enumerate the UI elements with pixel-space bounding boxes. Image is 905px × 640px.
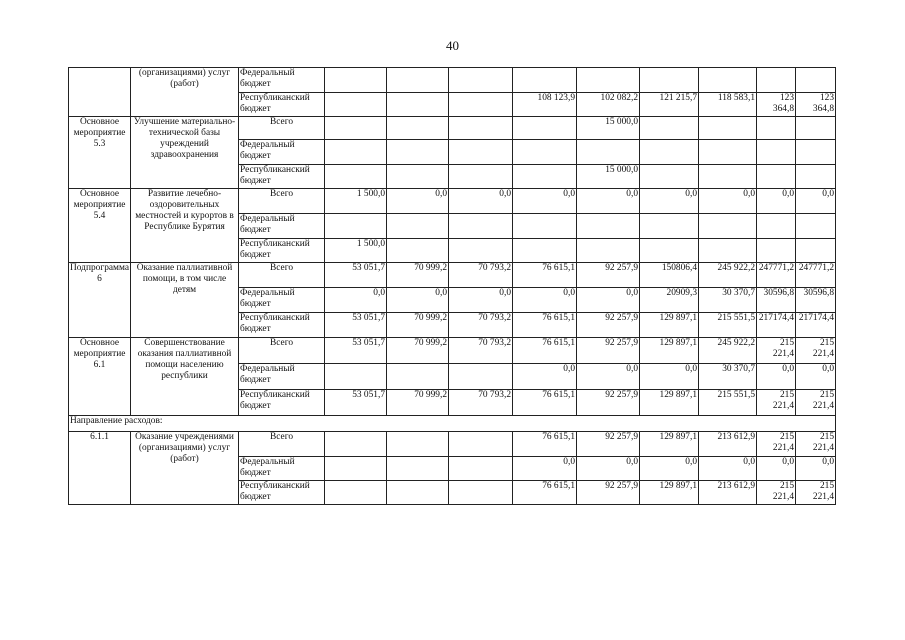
value-cell — [796, 214, 836, 239]
value-cell — [325, 214, 387, 239]
funding-source: Федеральный бюджет — [239, 364, 325, 390]
value-cell: 0,0 — [513, 457, 577, 481]
row-name: Совершенствование оказания паллиативной помощи населению республики — [131, 338, 239, 416]
value-cell: 70 793,2 — [449, 313, 513, 338]
value-cell: 0,0 — [699, 457, 757, 481]
value-cell — [325, 68, 387, 93]
value-cell: 1 500,0 — [325, 239, 387, 263]
value-cell — [757, 117, 796, 140]
value-cell: 215 221,4 — [796, 481, 836, 505]
value-cell: 76 615,1 — [513, 263, 577, 288]
value-cell — [699, 68, 757, 93]
value-cell: 108 123,9 — [513, 93, 577, 117]
value-cell: 70 999,2 — [387, 313, 449, 338]
value-cell — [449, 481, 513, 505]
value-cell — [449, 117, 513, 140]
value-cell — [387, 364, 449, 390]
value-cell — [387, 239, 449, 263]
value-cell: 92 257,9 — [577, 432, 640, 457]
value-cell — [640, 117, 699, 140]
value-cell — [449, 68, 513, 93]
value-cell — [513, 214, 577, 239]
value-cell — [387, 214, 449, 239]
value-cell: 0,0 — [387, 288, 449, 313]
value-cell: 0,0 — [796, 189, 836, 214]
funding-source: Федеральный бюджет — [239, 214, 325, 239]
funding-source: Всего — [239, 338, 325, 364]
row-name: Улучшение материально-технической базы учреждений здравоохранения — [131, 117, 239, 189]
value-cell: 0,0 — [513, 189, 577, 214]
value-cell — [387, 117, 449, 140]
value-cell: 0,0 — [757, 457, 796, 481]
table-row — [69, 263, 836, 288]
value-cell: 20909,3 — [640, 288, 699, 313]
value-cell — [699, 214, 757, 239]
value-cell — [387, 68, 449, 93]
value-cell — [757, 239, 796, 263]
value-cell: 92 257,9 — [577, 313, 640, 338]
value-cell — [577, 140, 640, 165]
value-cell: 70 793,2 — [449, 263, 513, 288]
funding-source: Федеральный бюджет — [239, 288, 325, 313]
value-cell — [699, 165, 757, 189]
value-cell — [449, 140, 513, 165]
value-cell: 92 257,9 — [577, 263, 640, 288]
value-cell: 76 615,1 — [513, 432, 577, 457]
value-cell — [325, 364, 387, 390]
value-cell: 0,0 — [757, 364, 796, 390]
value-cell — [513, 165, 577, 189]
row-code: 6.1.1 — [69, 432, 131, 505]
value-cell — [513, 140, 577, 165]
value-cell: 70 999,2 — [387, 263, 449, 288]
value-cell — [387, 165, 449, 189]
value-cell — [325, 481, 387, 505]
value-cell: 129 897,1 — [640, 481, 699, 505]
value-cell: 53 051,7 — [325, 263, 387, 288]
value-cell — [513, 239, 577, 263]
value-cell — [757, 165, 796, 189]
funding-source: Всего — [239, 263, 325, 288]
table-row — [69, 68, 836, 93]
value-cell: 129 897,1 — [640, 313, 699, 338]
value-cell: 217174,4 — [796, 313, 836, 338]
value-cell: 70 999,2 — [387, 338, 449, 364]
value-cell: 0,0 — [577, 457, 640, 481]
value-cell: 30596,8 — [796, 288, 836, 313]
value-cell: 0,0 — [577, 364, 640, 390]
row-name: (организациями) услуг (работ) — [131, 68, 239, 117]
value-cell — [387, 481, 449, 505]
value-cell: 121 215,7 — [640, 93, 699, 117]
value-cell: 215 221,4 — [757, 390, 796, 416]
value-cell: 215 221,4 — [757, 338, 796, 364]
value-cell: 76 615,1 — [513, 313, 577, 338]
value-cell — [757, 214, 796, 239]
value-cell: 129 897,1 — [640, 432, 699, 457]
value-cell — [449, 457, 513, 481]
value-cell: 0,0 — [640, 364, 699, 390]
value-cell: 92 257,9 — [577, 481, 640, 505]
value-cell: 118 583,1 — [699, 93, 757, 117]
row-name: Оказание паллиативной помощи, в том числе детям — [131, 263, 239, 338]
row-code — [69, 68, 131, 117]
funding-source: Всего — [239, 189, 325, 214]
value-cell: 0,0 — [796, 364, 836, 390]
table-row — [69, 432, 836, 457]
value-cell: 0,0 — [513, 364, 577, 390]
value-cell: 70 999,2 — [387, 390, 449, 416]
direction-row — [69, 416, 836, 432]
row-code: Основное мероприятие 6.1 — [69, 338, 131, 416]
funding-source: Всего — [239, 432, 325, 457]
table-row — [69, 338, 836, 364]
value-cell — [796, 140, 836, 165]
value-cell — [640, 140, 699, 165]
funding-source: Республиканский бюджет — [239, 390, 325, 416]
value-cell: 213 612,9 — [699, 432, 757, 457]
funding-source: Федеральный бюджет — [239, 457, 325, 481]
value-cell: 245 922,2 — [699, 338, 757, 364]
value-cell: 30 370,7 — [699, 288, 757, 313]
value-cell: 76 615,1 — [513, 338, 577, 364]
value-cell: 215 221,4 — [796, 338, 836, 364]
value-cell: 0,0 — [577, 288, 640, 313]
value-cell — [387, 457, 449, 481]
value-cell: 247771,2 — [796, 263, 836, 288]
value-cell — [387, 93, 449, 117]
value-cell: 129 897,1 — [640, 390, 699, 416]
budget-table — [68, 67, 836, 505]
value-cell — [577, 68, 640, 93]
value-cell: 76 615,1 — [513, 481, 577, 505]
value-cell — [577, 239, 640, 263]
value-cell: 53 051,7 — [325, 390, 387, 416]
table-row — [69, 189, 836, 214]
value-cell: 0,0 — [449, 189, 513, 214]
value-cell: 0,0 — [640, 457, 699, 481]
value-cell: 217174,4 — [757, 313, 796, 338]
value-cell: 0,0 — [699, 189, 757, 214]
value-cell — [640, 68, 699, 93]
funding-source: Республиканский бюджет — [239, 313, 325, 338]
value-cell — [325, 117, 387, 140]
value-cell: 53 051,7 — [325, 338, 387, 364]
value-cell: 15 000,0 — [577, 165, 640, 189]
value-cell: 53 051,7 — [325, 313, 387, 338]
value-cell — [325, 140, 387, 165]
value-cell — [449, 364, 513, 390]
value-cell: 0,0 — [387, 189, 449, 214]
funding-source: Республиканский бюджет — [239, 239, 325, 263]
funding-source: Республиканский бюджет — [239, 93, 325, 117]
value-cell: 30596,8 — [757, 288, 796, 313]
page-number: 40 — [446, 38, 459, 53]
value-cell — [640, 214, 699, 239]
value-cell — [387, 140, 449, 165]
value-cell: 215 221,4 — [757, 481, 796, 505]
value-cell: 215 221,4 — [757, 432, 796, 457]
funding-source: Федеральный бюджет — [239, 140, 325, 165]
funding-source: Всего — [239, 117, 325, 140]
value-cell: 15 000,0 — [577, 117, 640, 140]
value-cell — [449, 93, 513, 117]
value-cell — [325, 432, 387, 457]
value-cell — [757, 140, 796, 165]
value-cell: 123 364,8 — [757, 93, 796, 117]
row-name: Развитие лечебно-оздоровительных местностей и курортов в Республике Бурятия — [131, 189, 239, 263]
value-cell — [387, 432, 449, 457]
value-cell — [325, 165, 387, 189]
funding-source: Республиканский бюджет — [239, 481, 325, 505]
value-cell — [699, 140, 757, 165]
value-cell — [325, 457, 387, 481]
value-cell: 215 221,4 — [796, 432, 836, 457]
value-cell: 102 082,2 — [577, 93, 640, 117]
funding-source: Республиканский бюджет — [239, 165, 325, 189]
value-cell — [513, 117, 577, 140]
value-cell — [796, 239, 836, 263]
value-cell: 76 615,1 — [513, 390, 577, 416]
value-cell — [796, 117, 836, 140]
value-cell — [449, 239, 513, 263]
row-name: Оказание учреждениями (организациями) услуг (работ) — [131, 432, 239, 505]
direction-label: Направление расходов: — [69, 416, 836, 432]
value-cell: 213 612,9 — [699, 481, 757, 505]
value-cell: 247771,2 — [757, 263, 796, 288]
value-cell — [449, 214, 513, 239]
value-cell: 92 257,9 — [577, 390, 640, 416]
value-cell: 129 897,1 — [640, 338, 699, 364]
value-cell — [699, 117, 757, 140]
table-row — [69, 117, 836, 140]
value-cell: 215 551,5 — [699, 390, 757, 416]
value-cell: 0,0 — [757, 189, 796, 214]
value-cell: 215 551,5 — [699, 313, 757, 338]
value-cell — [325, 93, 387, 117]
value-cell: 70 793,2 — [449, 338, 513, 364]
value-cell — [796, 68, 836, 93]
value-cell: 245 922,2 — [699, 263, 757, 288]
value-cell: 0,0 — [449, 288, 513, 313]
value-cell: 1 500,0 — [325, 189, 387, 214]
value-cell: 30 370,7 — [699, 364, 757, 390]
value-cell — [640, 165, 699, 189]
value-cell: 0,0 — [325, 288, 387, 313]
value-cell — [577, 214, 640, 239]
value-cell — [513, 68, 577, 93]
value-cell: 0,0 — [577, 189, 640, 214]
value-cell — [640, 239, 699, 263]
value-cell: 150806,4 — [640, 263, 699, 288]
value-cell — [699, 239, 757, 263]
value-cell: 92 257,9 — [577, 338, 640, 364]
value-cell: 0,0 — [513, 288, 577, 313]
value-cell: 215 221,4 — [796, 390, 836, 416]
value-cell: 123 364,8 — [796, 93, 836, 117]
funding-source: Федеральный бюджет — [239, 68, 325, 93]
value-cell — [449, 432, 513, 457]
value-cell: 70 793,2 — [449, 390, 513, 416]
value-cell: 0,0 — [640, 189, 699, 214]
row-code: Основное мероприятие 5.3 — [69, 117, 131, 189]
value-cell — [757, 68, 796, 93]
value-cell — [796, 165, 836, 189]
value-cell: 0,0 — [796, 457, 836, 481]
value-cell — [449, 165, 513, 189]
row-code: Подпрограмма 6 — [69, 263, 131, 338]
row-code: Основное мероприятие 5.4 — [69, 189, 131, 263]
